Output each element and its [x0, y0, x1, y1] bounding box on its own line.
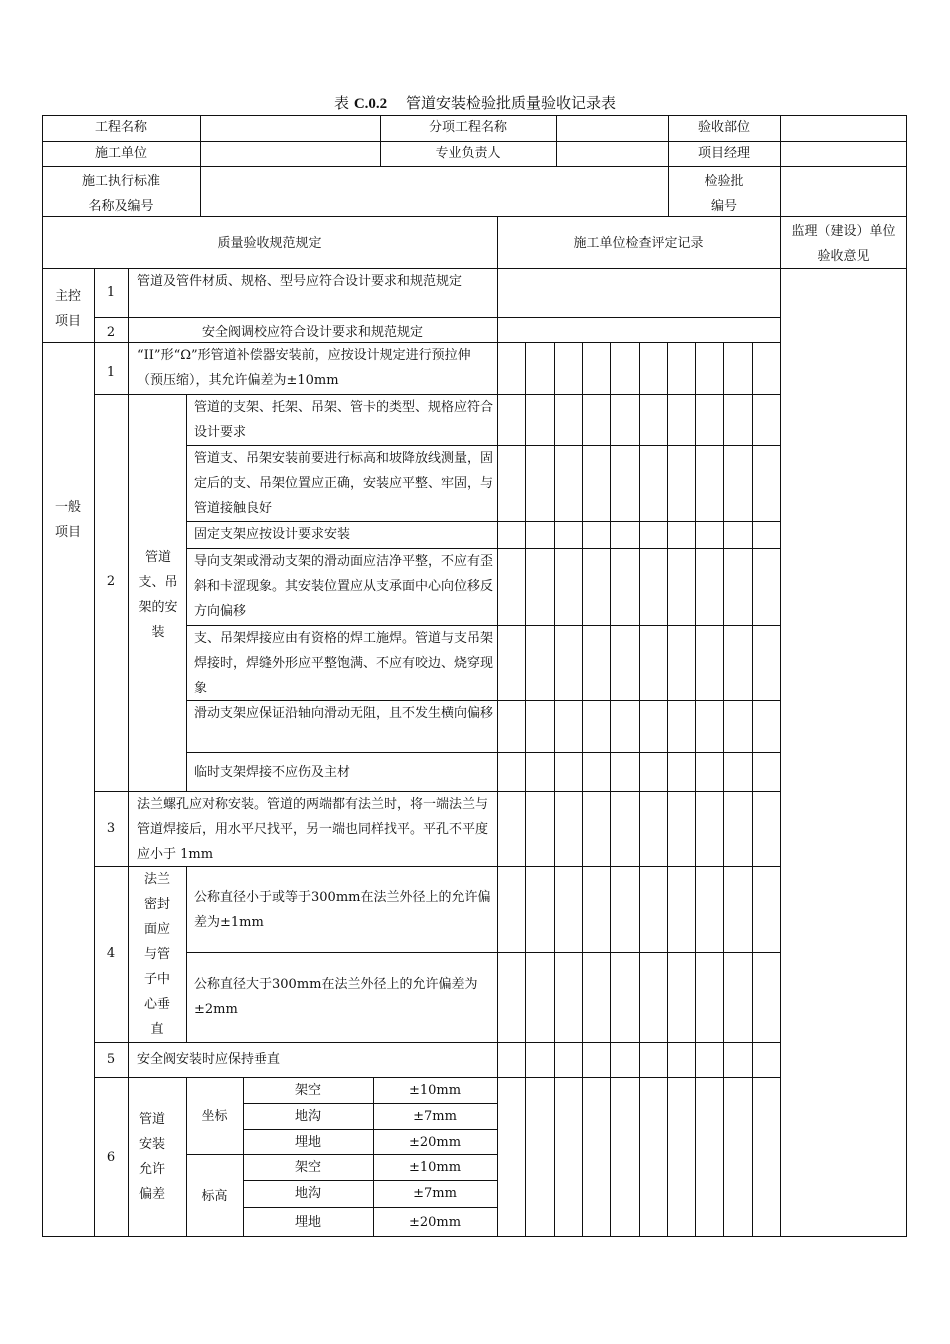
label-batch-no — [668, 169, 780, 219]
column-record: 施工单位检查评定记录 — [573, 236, 704, 251]
main-item-2-no: 2 — [106, 325, 116, 340]
deviation-tol-2: ±7mm — [413, 1109, 457, 1124]
main-item-1-text: 管道及管件材质、规格、型号应符合设计要求和规范规定 — [137, 274, 463, 289]
title-code: C.0.2 — [353, 96, 388, 112]
item4-group-line-2: 密封 — [143, 897, 170, 912]
item4-group-line-1: 法兰 — [143, 872, 170, 887]
general-item-2-sub-6: 滑动支架应保证沿轴向滑动无阻，且不发生横向偏移 — [194, 706, 494, 721]
batch-no-field[interactable] — [781, 167, 906, 216]
label-project-name: 工程名称 — [94, 120, 147, 135]
item4-group-line-3: 面应 — [143, 922, 170, 937]
item6-group-line-4: 偏差 — [138, 1187, 165, 1202]
general-item-1-text: “II”形“Ω”形管道补偿器安装前，应按设计规定进行预拉伸（预压缩），其允许偏差为±10mm — [137, 348, 471, 388]
general-item-2-no: 2 — [106, 574, 116, 589]
column-opinion — [780, 219, 907, 269]
general-item-2-sub-5: 支、吊架焊接应由有资格的焊工施焊。管道与支吊架焊接时，焊缝外形应平整饱满、不应有咬边、烧穿现象 — [194, 631, 494, 696]
item6-group-line-2: 安装 — [138, 1137, 165, 1152]
professional-leader-field[interactable] — [557, 142, 668, 166]
sub-project-name-field[interactable] — [557, 115, 668, 141]
deviation-place-6: 埋地 — [294, 1215, 321, 1230]
general-item-6-no: 6 — [106, 1150, 116, 1165]
main-items-record-field[interactable] — [498, 269, 780, 342]
general-item-2-sub-1: 管道的支架、托架、吊架、管卡的类型、规格应符合设计要求 — [194, 400, 494, 440]
general-item-3-no: 3 — [106, 821, 116, 836]
general-item-2-sub-3: 固定支架应按设计要求安装 — [194, 527, 351, 542]
inspection-form — [42, 115, 907, 1237]
project-manager-field[interactable] — [781, 142, 906, 166]
general-items-label — [42, 495, 94, 545]
title-prefix: 表 — [334, 94, 350, 112]
general-item-5-text: 安全阀安装时应保持垂直 — [137, 1052, 281, 1067]
page-title — [0, 92, 950, 113]
label-professional-leader: 专业负责人 — [435, 146, 501, 161]
elevation-label: 标高 — [201, 1189, 228, 1204]
deviation-place-5: 地沟 — [294, 1186, 321, 1201]
general-items-opinion-field[interactable] — [781, 343, 906, 1236]
item4-group-line-6: 心垂 — [143, 997, 170, 1012]
main-item-1-no: 1 — [106, 285, 116, 300]
column-opinion-line1: 监理（建设）单位 — [791, 224, 896, 239]
label-batch-line2: 编号 — [710, 199, 737, 214]
label-batch-line1: 检验批 — [704, 174, 744, 189]
main-items-label-line1: 主控 — [54, 289, 81, 304]
item6-group-line-1: 管道 — [138, 1112, 165, 1127]
label-standard-line1: 施工执行标准 — [81, 174, 160, 189]
general-item-2-sub-7: 临时支架焊接不应伤及主材 — [194, 765, 351, 780]
general-item-4-sub-2: 公称直径大于300mm在法兰外径上的允许偏差为±2mm — [194, 977, 478, 1017]
deviation-tol-1: ±10mm — [408, 1083, 462, 1098]
general-item-5-no: 5 — [106, 1052, 116, 1067]
general-item-2-group: 管道支、吊架的安装 — [138, 550, 178, 640]
item4-group-line-4: 与管 — [143, 947, 170, 962]
label-sub-project-name: 分项工程名称 — [428, 120, 507, 135]
general-item-4-no: 4 — [106, 946, 116, 961]
acceptance-part-field[interactable] — [781, 115, 906, 141]
general-items-record-field[interactable] — [498, 343, 780, 1236]
label-standard-line2: 名称及编号 — [88, 199, 154, 214]
general-items-label-line1: 一般 — [54, 500, 81, 515]
general-item-2-sub-4: 导向支架或滑动支架的滑动面应洁净平整，不应有歪斜和卡涩现象。其安装位置应从支承面中心向位移反方向偏移 — [194, 554, 494, 619]
item6-group-line-3: 允许 — [138, 1162, 165, 1177]
general-item-1-no: 1 — [106, 365, 116, 380]
deviation-place-1: 架空 — [294, 1083, 321, 1098]
label-acceptance-part: 验收部位 — [697, 120, 750, 135]
general-item-6-group — [128, 1107, 176, 1207]
deviation-place-2: 地沟 — [294, 1109, 321, 1124]
label-standard — [42, 169, 200, 219]
deviation-tol-6: ±20mm — [408, 1215, 462, 1230]
item4-group-line-5: 子中 — [143, 972, 170, 987]
column-opinion-line2: 验收意见 — [817, 249, 870, 264]
deviation-tol-5: ±7mm — [413, 1186, 457, 1201]
general-item-3-text: 法兰螺孔应对称安装。管道的两端都有法兰时，将一端法兰与管道焊接后，用水平尺找平，另一端也同样找平。平孔不平度应小于 1mm — [137, 797, 489, 862]
deviation-place-4: 架空 — [294, 1160, 321, 1175]
project-name-field[interactable] — [201, 115, 380, 141]
general-item-2-sub-2: 管道支、吊架安装前要进行标高和坡降放线测量，固定后的支、吊架位置应正确，安装应平整、牢固，与管道接触良好 — [194, 451, 494, 516]
label-construction-unit: 施工单位 — [94, 146, 147, 161]
main-items-opinion-field[interactable] — [781, 269, 906, 342]
general-item-4-group — [128, 867, 186, 1042]
deviation-tol-3: ±20mm — [408, 1135, 462, 1150]
column-spec: 质量验收规范规定 — [217, 236, 322, 251]
deviation-tol-4: ±10mm — [408, 1160, 462, 1175]
deviation-place-3: 埋地 — [294, 1135, 321, 1150]
main-items-label-line2: 项目 — [54, 314, 81, 329]
general-item-4-sub-1: 公称直径小于或等于300mm在法兰外径上的允许偏差为±1mm — [194, 890, 491, 930]
title-text: 管道安装检验批质量验收记录表 — [405, 94, 616, 112]
label-project-manager: 项目经理 — [697, 146, 750, 161]
main-item-2-text: 安全阀调校应符合设计要求和规范规定 — [201, 325, 423, 340]
main-items-label — [42, 284, 94, 334]
coordinate-label: 坐标 — [201, 1109, 228, 1124]
item4-group-line-7: 直 — [150, 1022, 164, 1037]
general-items-label-line2: 项目 — [54, 525, 81, 540]
standard-field[interactable] — [201, 167, 668, 216]
construction-unit-field[interactable] — [201, 142, 380, 166]
